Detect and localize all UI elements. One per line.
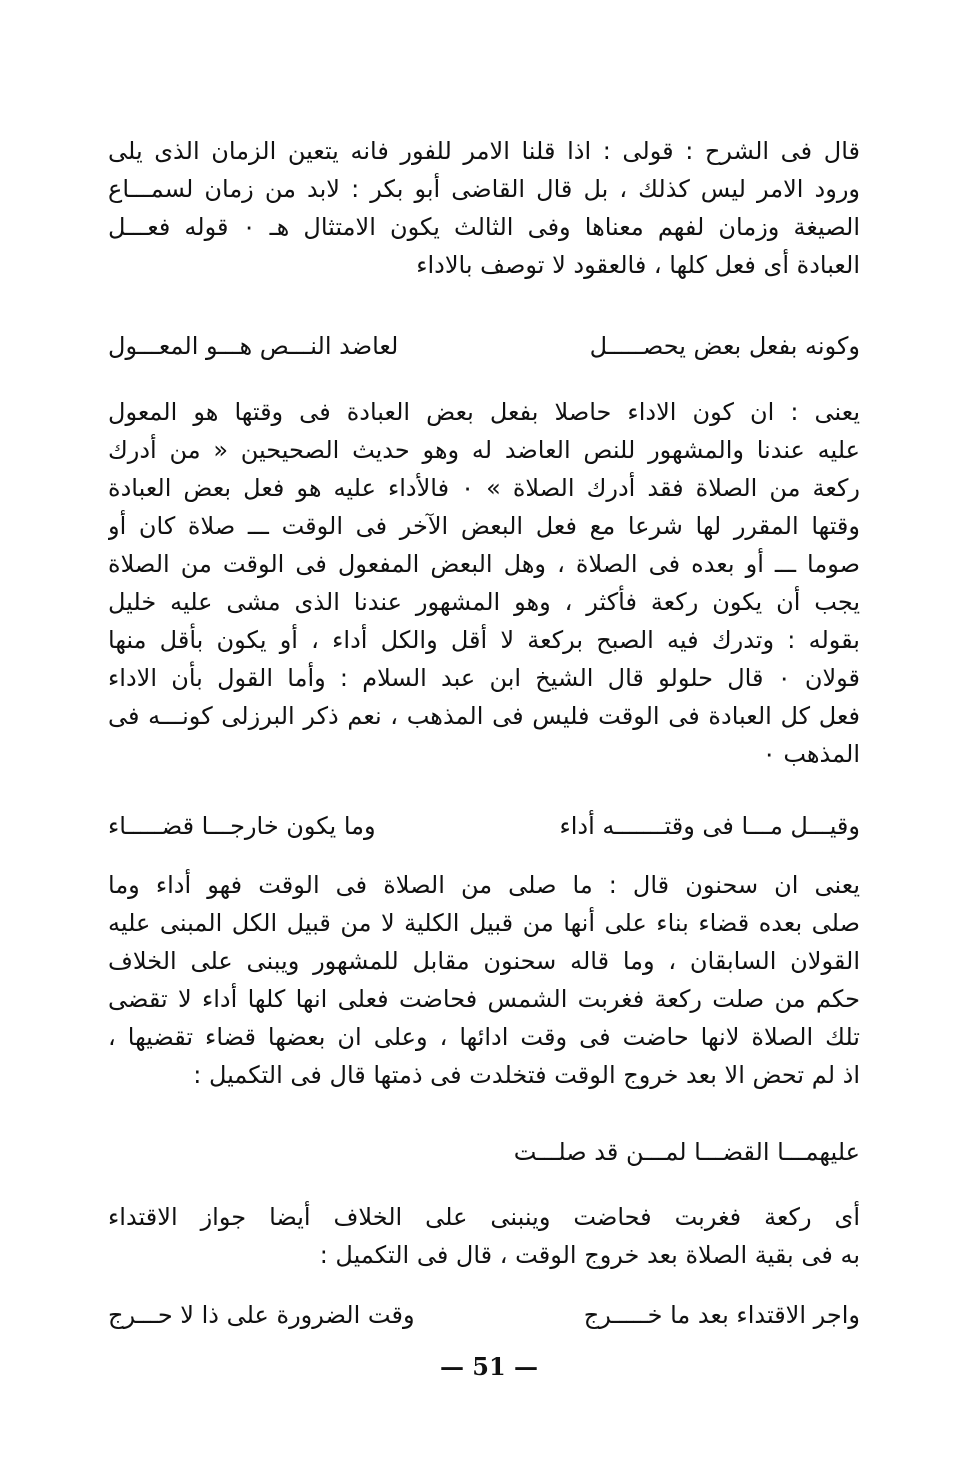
verse-second-hemistich: وما يكون خارجـــا قضـــــاء	[108, 812, 376, 840]
verse-3	[108, 1133, 860, 1171]
text-line: وقتها المقرر لها شرعا مع فعل البعض الآخر فى الوقت ـــ صلاة كان أو	[108, 512, 860, 540]
verse-4	[108, 1296, 860, 1334]
text-line: تلك الصلاة لانها حاضت فى وقت ادائها ، وعلى ان بعضها قضاء تقضيها ،	[108, 1023, 860, 1051]
text-line: صوما ـــ أو بعده فى الصلاة ، وهل البعض المفعول فى الوقت من الصلاة	[108, 550, 860, 578]
text-line: العبادة أى فعل كلها ، فالعقود لا توصف بالاداء	[416, 251, 860, 279]
text-line: عليه عندنا والمشهور للنص العاضد له وهو حديث الصحيحين « من أدرك	[108, 436, 860, 464]
text-line: يجب أن يكون ركعة فأكثر ، وهو المشهور عندنا الذى مشى عليه خليل	[108, 588, 860, 616]
text-line: حكم من صلت ركعة فغربت الشمس فحاضت فعلى انها كلها أداء لا تقضى	[108, 985, 860, 1013]
text-line: ركعة من الصلاة فقد أدرك الصلاة » ٠ فالأداء عليه هو فعل بعض العبادة	[108, 474, 860, 502]
text-line: أى ركعة فغربت فحاضت وينبنى على الخلاف أيضا جواز الاقتداء	[108, 1203, 860, 1231]
verse-first-hemistich: وقيـــل مـــا فى وقتـــــــه أداء	[559, 812, 860, 840]
text-line: قال فى الشرح : قولى : اذا قلنا الامر للفور فانه يتعين الزمان الذى يلى	[108, 137, 860, 165]
text-line: فعل كل العبادة فى الوقت فليس فى المذهب ، نعم ذكر البرزلى كونـــه فى	[108, 702, 860, 730]
text-line: صلى بعده قضاء بناء على أنها من قبيل الكلية لا من قبيل الكل المبنى عليه	[108, 909, 860, 937]
text-line: ورود الامر ليس كذلك ، بل قال القاضى أبو بكر : لابد من زمان لسمـــاع	[108, 175, 860, 203]
paragraph-4	[108, 1198, 860, 1274]
verse-second-hemistich: لعاضد النـــص هـــو المعـــول	[108, 332, 399, 360]
text-line: بقوله : وتدرك فيه الصبح بركعة لا أقل والكل أداء ، أو يكون بأقل منها	[108, 626, 860, 654]
verse-1	[108, 327, 860, 365]
text-line: المذهب ٠	[762, 740, 860, 768]
page-number: — 51 —	[439, 1352, 539, 1381]
text-line: يعنى ان سحنون قال : ما صلى من الصلاة فى الوقت فهو أداء وما	[108, 871, 860, 899]
text-line: القولان السابقان ، وما قاله سحنون مقابل للمشهور ويبنى على الخلاف	[108, 947, 860, 975]
verse-second-hemistich: وقت الضرورة على ذا لا حـــرج	[108, 1301, 415, 1329]
verse-first-hemistich: عليهمـــا القضـــا لمـــن قد صلـــت	[513, 1138, 860, 1166]
paragraph-1	[108, 132, 860, 284]
text-line: اذ لم تحض الا بعد خروج الوقت فتخلدت فى ذمتها قال فى التكميل :	[193, 1061, 860, 1089]
text-line: الصيغة وزمان لفهم معناها وفى الثالث يكون الامتثال هـ ٠ قوله فعـــل	[108, 213, 860, 241]
verse-first-hemistich: وكونه بفعل بعض يحصـــــل	[589, 332, 860, 360]
verse-first-hemistich: واجر الاقتداء بعد ما خـــــرج	[583, 1301, 860, 1329]
text-line: به فى بقية الصلاة بعد خروج الوقت ، قال فى التكميل :	[319, 1241, 860, 1269]
paragraph-2	[108, 393, 860, 773]
text-line: يعنى : ان كون الاداء حاصلا بفعل بعض العبادة فى وقتها هو المعول	[108, 398, 860, 426]
verse-2	[108, 807, 860, 845]
text-line: قولان ٠ قال حلولو قال الشيخ ابن عبد السلام : وأما القول بأن الاداء	[108, 664, 860, 692]
paragraph-3	[108, 866, 860, 1094]
